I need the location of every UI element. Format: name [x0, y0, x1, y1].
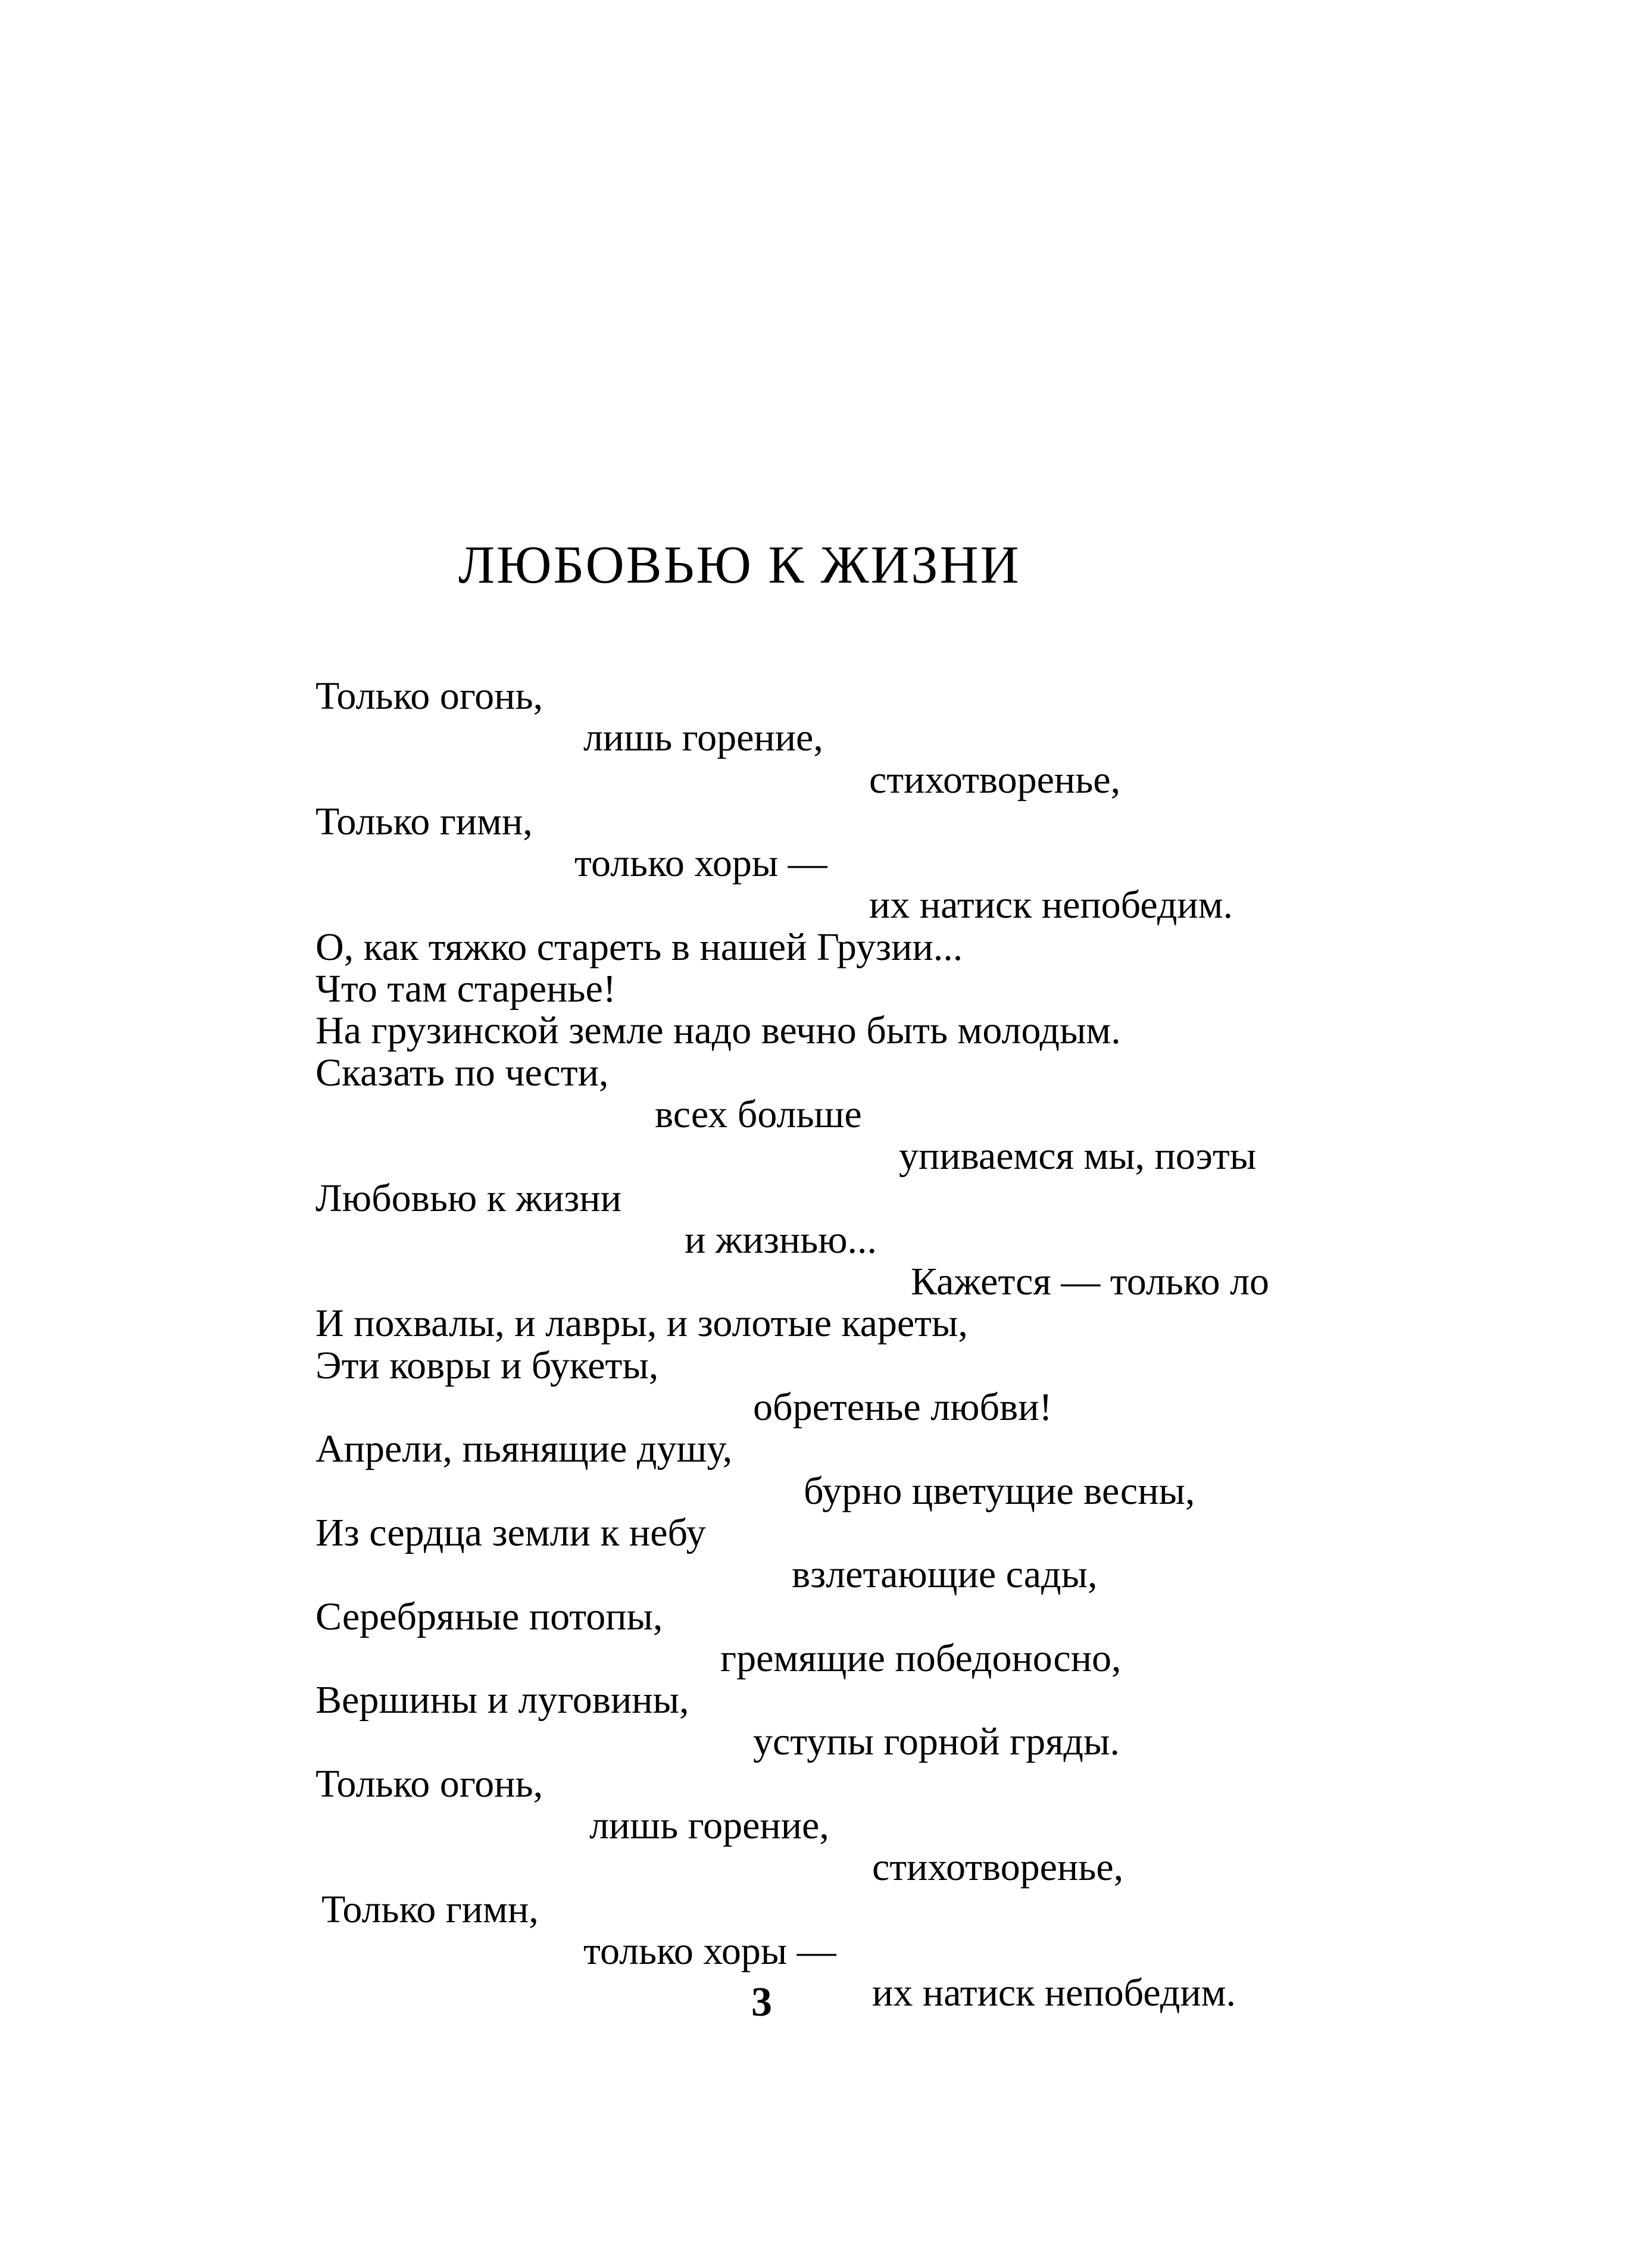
poem-line-text: их натиск непобедим.	[869, 883, 1233, 927]
poem-line-text: Любовью к жизни	[316, 1176, 621, 1220]
poem-line	[0, 1261, 1643, 1303]
poem-line	[0, 1219, 1643, 1261]
poem-line	[0, 884, 1643, 926]
poem-line	[0, 801, 1643, 843]
poem-title: ЛЮБОВЬЮ К ЖИЗНИ	[458, 536, 1021, 595]
poem-line	[0, 1387, 1643, 1428]
poem-line	[0, 1303, 1643, 1344]
poem-line	[0, 1554, 1643, 1596]
poem-line	[0, 1135, 1643, 1177]
poem-line	[0, 1428, 1643, 1470]
poem-line-text: Только гимн,	[316, 799, 533, 843]
poem-line-text: только хоры —	[574, 841, 827, 886]
poem-line-text: О, как тяжко стареть в нашей Грузии...	[316, 925, 963, 969]
poem-line-text: На грузинской земле надо вечно быть молодым.	[316, 1009, 1121, 1053]
poem-line	[0, 1638, 1643, 1679]
poem-line-text: их натиск непобедим.	[872, 1971, 1236, 2015]
poem-line-text: Что там старенье!	[316, 967, 616, 1011]
poem-line-text: лишь горение,	[589, 1804, 829, 1848]
poem-line	[0, 1972, 1643, 2014]
poem-line-text: уступы горной гряды.	[753, 1720, 1120, 1764]
poem-line-text: взлетающие сады,	[792, 1553, 1098, 1597]
poem-line-text: Апрели, пьянящие душу,	[316, 1427, 733, 1471]
poem-line	[0, 1052, 1643, 1094]
poem-line-text: обретенье любви!	[753, 1385, 1052, 1429]
poem-line	[0, 1679, 1643, 1721]
poem-line-text: только хоры —	[583, 1929, 836, 1973]
poem-line-text: Только огонь,	[316, 674, 543, 718]
poem-line	[0, 843, 1643, 884]
poem-line-text: Из сердца земли к небу	[316, 1510, 706, 1554]
poem-line	[0, 1512, 1643, 1554]
poem-line	[0, 1847, 1643, 1888]
poem-line	[0, 1010, 1643, 1052]
poem-line-text: Кажется — только ло	[911, 1260, 1270, 1304]
poem-line	[0, 1596, 1643, 1638]
poem-line	[0, 717, 1643, 759]
poem-line	[0, 1471, 1643, 1512]
poem-line-text: Сказать по чести,	[316, 1050, 609, 1094]
poem-line-text: Только огонь,	[316, 1762, 543, 1806]
poem-line	[0, 1178, 1643, 1219]
poem-line-text: стихотворенье,	[869, 758, 1121, 802]
poem-line-text: Серебряные потопы,	[316, 1594, 663, 1638]
poem-line	[0, 1889, 1643, 1931]
poem-line-text: гремящие победоносно,	[720, 1636, 1122, 1680]
poem-line	[0, 1763, 1643, 1805]
poem-line	[0, 927, 1643, 968]
poem-line	[0, 675, 1643, 717]
poem-line-text: лишь горение,	[583, 716, 823, 760]
poem-line-text: бурно цветущие весны,	[804, 1469, 1195, 1513]
poem-body	[0, 675, 1643, 2014]
poem-line-text: упиваемся мы, поэты	[899, 1134, 1257, 1178]
poem-line-text: стихотворенье,	[872, 1845, 1124, 1890]
poem-line-text: И похвалы, и лавры, и золотые кареты,	[316, 1302, 968, 1346]
poem-line-text: Эти ковры и букеты,	[316, 1343, 659, 1387]
poem-line	[0, 1721, 1643, 1763]
poem-line-text: и жизнью...	[685, 1218, 877, 1262]
poem-line	[0, 1094, 1643, 1135]
page-number: 3	[751, 1979, 772, 2025]
poem-line	[0, 759, 1643, 801]
poem-line	[0, 1345, 1643, 1387]
poem-line	[0, 1931, 1643, 1972]
poem-line	[0, 968, 1643, 1010]
poem-line-text: Вершины и луговины,	[316, 1678, 689, 1722]
poem-line	[0, 1805, 1643, 1847]
poem-line-text: всех больше	[655, 1092, 862, 1136]
poem-line-text: Только гимн,	[321, 1887, 539, 1931]
